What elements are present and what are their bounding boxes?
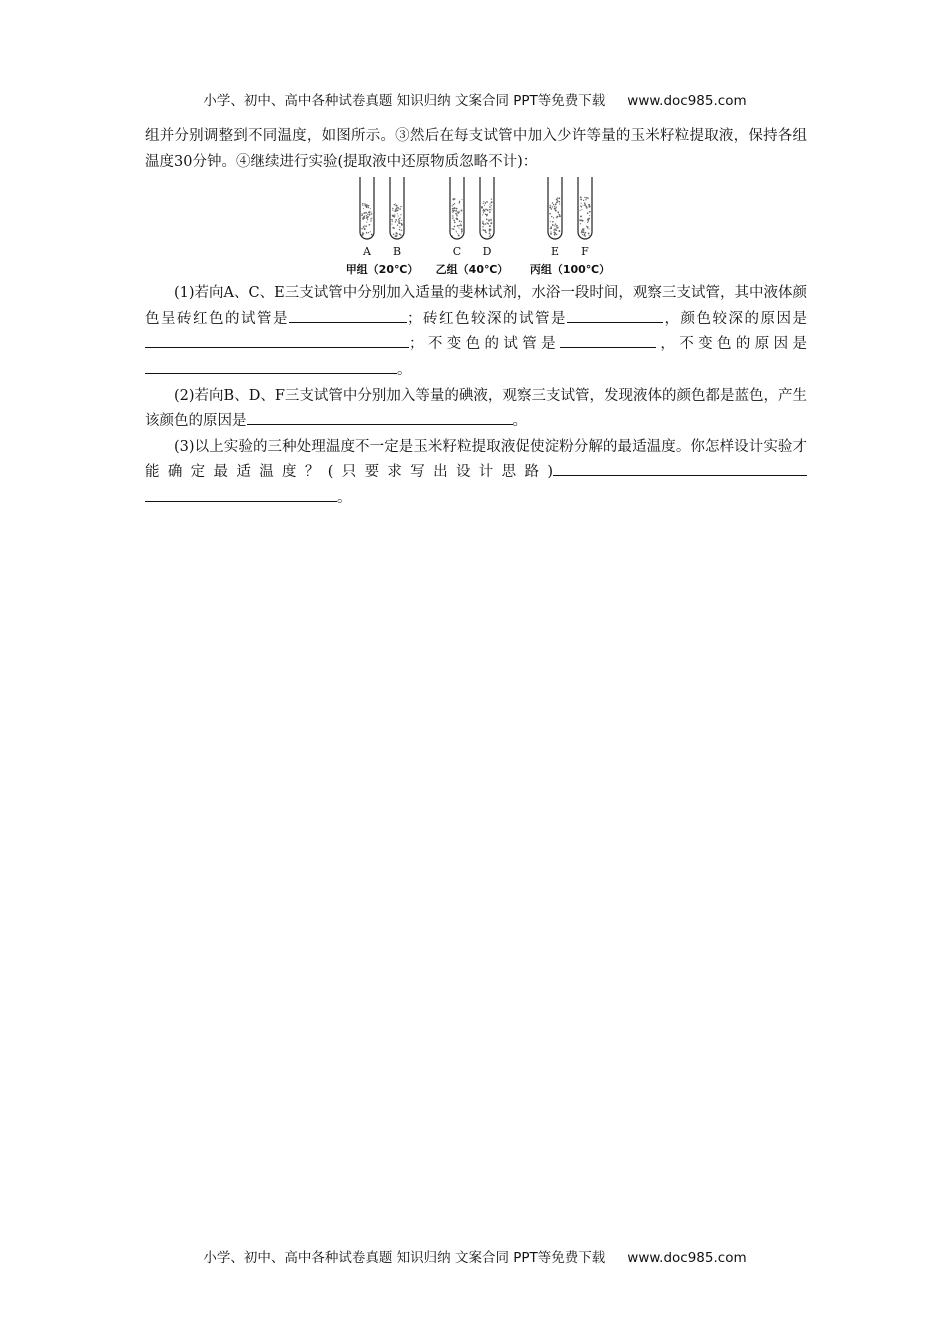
test-tube-d	[480, 177, 494, 239]
test-tube-a	[360, 177, 374, 239]
q3-text-a: (3)以上实验的三种处理温度不一定是玉米籽粒提取液促使淀粉分解的最适温度。你怎样设计实验才能确定最适温度？(只要求写出设计思路)	[145, 438, 807, 481]
answer-blank[interactable]	[289, 307, 407, 323]
q2-text-b: 。	[512, 413, 527, 430]
answer-blank[interactable]	[145, 486, 337, 502]
answer-blank[interactable]	[553, 460, 807, 476]
q2-text-a: (2)若向B、D、F三支试管中分别加入等量的碘液，观察三支试管，发现液体的颜色都是蓝色，产生该颜色的原因是	[145, 387, 807, 430]
footer-site: www.doc985.com	[627, 1250, 747, 1266]
answer-blank[interactable]	[145, 358, 397, 374]
question-2	[145, 384, 807, 435]
header-site: www.doc985.com	[627, 93, 747, 109]
test-tube-f	[578, 177, 592, 239]
question-1	[145, 281, 807, 383]
test-tube-figure	[145, 175, 807, 281]
group-label: 甲组（20℃）	[345, 263, 419, 277]
intro-paragraph: 组并分别调整到不同温度，如图所示。③然后在每支试管中加入少许等量的玉米籽粒提取液，保持各组温度30分钟。④继续进行实验(提取液中还原物质忽略不计)：	[145, 128, 807, 170]
tube-label-c: C	[452, 245, 462, 259]
test-tube-e	[548, 177, 562, 239]
q1-text-a: (1)若向A、C、E三支试管中分别加入适量的斐林试剂，水浴一段时间，观察三支试管，其中液体颜色呈砖红色的试管是	[145, 285, 807, 327]
q1-text-e: ，不变色的原因是	[656, 336, 807, 353]
page-header	[0, 89, 950, 109]
footer-text: 小学、初中、高中各种试卷真题 知识归纳 文案合同 PPT等免费下载	[203, 1250, 606, 1266]
question-3	[145, 435, 807, 512]
answer-blank[interactable]	[567, 307, 663, 323]
answer-blank[interactable]	[560, 332, 656, 348]
q1-text-b: ；砖红色较深的试管是	[407, 310, 567, 327]
tube-label-a: A	[363, 245, 371, 259]
tube-label-b: B	[392, 245, 402, 259]
question-content	[145, 124, 807, 512]
page-footer	[0, 1246, 950, 1266]
q1-text-c: ，颜色较深的原因是	[663, 310, 807, 327]
header-text: 小学、初中、高中各种试卷真题 知识归纳 文案合同 PPT等免费下载	[203, 93, 606, 109]
tube-label-d: D	[482, 245, 492, 259]
answer-blank[interactable]	[247, 409, 513, 425]
test-tube-b	[390, 177, 404, 239]
tube-label-e: E	[550, 245, 560, 259]
test-tube-diagram	[345, 177, 611, 279]
q3-text-b: 。	[337, 489, 352, 506]
group-label: 乙组（40℃）	[435, 263, 509, 277]
q1-text-f: 。	[397, 361, 412, 378]
test-tube-c	[450, 177, 464, 239]
tube-label-f: F	[581, 245, 589, 259]
answer-blank[interactable]	[145, 332, 409, 348]
q1-text-d: ；不变色的试管是	[409, 336, 560, 353]
group-label: 丙组（100℃）	[529, 263, 611, 277]
